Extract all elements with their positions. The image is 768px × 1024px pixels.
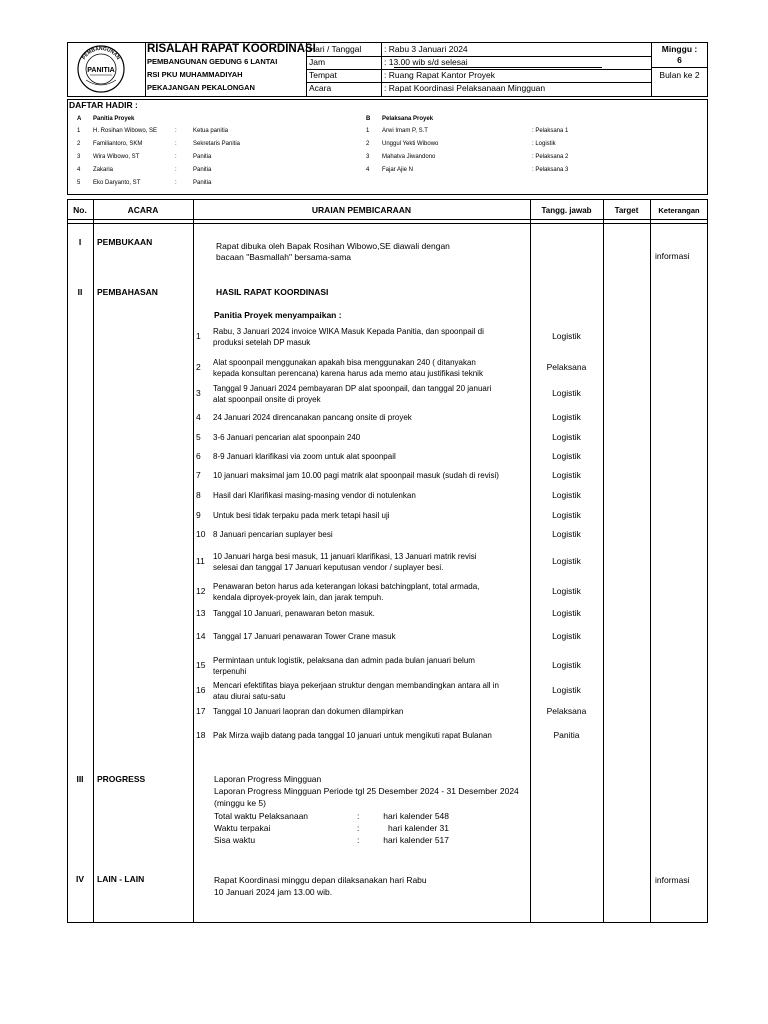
item-number: 6 [196, 451, 201, 461]
item-number: 12 [196, 586, 206, 596]
project-line-2: RSI PKU MUHAMMADIYAH [147, 70, 243, 79]
stat-label-total: Total waktu Pelaksanaan [214, 811, 309, 821]
item-responsible: Logistik [552, 331, 581, 341]
attendee-colon: : [175, 128, 177, 134]
lain-line-1: Rapat Koordinasi minggu depan dilaksanakan hari Rabu [214, 875, 427, 885]
attendee-role: : Pelaksana 2 [532, 154, 569, 160]
lain-line-2: 10 Januari 2024 jam 13.00 wib. [214, 887, 333, 897]
item-number: 1 [196, 331, 201, 341]
progress-line-1: Laporan Progress Mingguan [214, 774, 322, 784]
item-responsible: Logistik [552, 388, 581, 398]
item-text-line: Rabu, 3 Januari 2024 invoice WIKA Masuk Kepada Panitia, dan spoonpail di [213, 327, 484, 336]
section-no-3: III [76, 774, 84, 784]
attendee-number: 1 [77, 128, 81, 134]
project-line-3: PEKAJANGAN PEKALONGAN [147, 83, 255, 92]
meta-value-date: : Rabu 3 Januari 2024 [384, 44, 468, 54]
item-text-line: 10 Januari harga besi masuk, 11 januari klarifikasi, 13 Januari matrik revisi [213, 552, 477, 561]
item-responsible: Logistik [552, 529, 581, 539]
item-text-line: Permintaan untuk logistik, pelaksana dan admin pada bulan januari belum [213, 656, 475, 665]
item-responsible: Logistik [552, 510, 581, 520]
attendee-role: : Pelaksana 1 [532, 128, 569, 134]
item-responsible: Logistik [552, 660, 581, 670]
item-text-line: Mencari efektifitas biaya pekerjaan struktur dengan membandingkan antara all in [213, 681, 499, 690]
item-number: 13 [196, 608, 206, 618]
attendee-number: 5 [77, 180, 81, 186]
item-text-line: Tanggal 10 Januari, penawaran beton masuk. [213, 609, 375, 618]
col-header-tangg-jawab: Tangg. jawab [541, 206, 592, 215]
item-text-line: selesai dan tanggal 17 Januari keputusan vendor / suplayer besi. [213, 563, 444, 572]
month-label: Bulan ke 2 [659, 70, 700, 80]
progress-line-3: (minggu ke 5) [214, 798, 266, 808]
item-number: 10 [196, 529, 206, 539]
attendee-name: Eko Daryanto, ST [93, 180, 141, 186]
attendee-number: 4 [366, 167, 370, 173]
item-responsible: Logistik [552, 631, 581, 641]
attendee-role: Panitia [193, 180, 212, 186]
attendee-role: : Pelaksana 3 [532, 167, 569, 173]
section-title-lain: LAIN - LAIN [97, 874, 145, 884]
attendee-role: Panitia [193, 167, 212, 173]
svg-text:PEMBANGUNAN: PEMBANGUNAN [81, 45, 121, 61]
section-title-pembahasan: PEMBAHASAN [97, 287, 158, 297]
item-responsible: Pelaksana [546, 706, 587, 716]
group-b-title: Pelaksana Proyek [382, 116, 434, 122]
item-text-line: 10 januari maksimal jam 10.00 pagi matrik alat spoonpail masuk (sudah di revisi) [213, 471, 499, 480]
attendee-number: 3 [366, 154, 370, 160]
attendee-role: Ketua panitia [193, 128, 229, 134]
meta-label-agenda: Acara [309, 83, 332, 93]
attendee-name: Arwi Imam P, S.T [382, 128, 428, 134]
item-responsible: Logistik [552, 608, 581, 618]
item-text-line: 3-6 Januari pencarian alat spoonpain 240 [213, 433, 361, 442]
attendee-number: 3 [77, 154, 81, 160]
week-number: 6 [677, 55, 682, 65]
col-header-keterangan: Keterangan [658, 206, 700, 215]
item-responsible: Logistik [552, 556, 581, 566]
item-text-line: alat spoonpail onsite di proyek [213, 395, 321, 404]
item-text-line: 24 Januari 2024 direncanakan pancang onsite di proyek [213, 413, 412, 422]
stat-colon-total: : [357, 811, 360, 821]
item-number: 5 [196, 432, 201, 442]
col-header-no: No. [73, 205, 87, 215]
item-text-line: Tanggal 17 Januari penawaran Tower Crane masuk [213, 632, 396, 641]
section-title-progress: PROGRESS [97, 774, 146, 784]
item-text-line: kendala diproyek-proyek lain, dan jarak tempuh. [213, 593, 384, 602]
item-text-line: Hasil dari Klarifikasi masing-masing vendor di notulenkan [213, 491, 416, 500]
item-responsible: Logistik [552, 586, 581, 596]
item-text-line: atau diurai satu-satu [213, 692, 286, 701]
item-number: 16 [196, 685, 206, 695]
item-responsible: Logistik [552, 432, 581, 442]
attendee-number: 1 [366, 128, 370, 134]
section-no-4: IV [75, 874, 85, 884]
item-responsible: Panitia [553, 730, 580, 740]
item-number: 14 [196, 631, 206, 641]
attendee-name: Unggul Yekti Wibowo [382, 141, 439, 147]
meta-value-agenda: : Rapat Koordinasi Pelaksanaan Mingguan [384, 83, 546, 93]
item-responsible: Logistik [552, 685, 581, 695]
item-text-line: terpenuhi [213, 667, 247, 676]
item-text-line: Untuk besi tidak terpaku pada merk tetapi hasil uji [213, 511, 390, 520]
attendee-number: 4 [77, 167, 81, 173]
item-number: 8 [196, 490, 201, 500]
attendee-role: Panitia [193, 154, 212, 160]
meta-value-time: : 13.00 wib s/d selesai [384, 57, 468, 67]
col-header-uraian: URAIAN PEMBICARAAN [311, 205, 412, 215]
col-header-target: Target [614, 206, 639, 215]
section-no-2: II [77, 287, 83, 297]
section-no-1: I [78, 237, 82, 247]
pembukaan-line-2: bacaan "Basmallah" bersama-sama [216, 252, 352, 262]
item-text-line: Tanggal 10 Januari laopran dan dokumen dilampirkan [213, 707, 404, 716]
attendee-name: Familiantoro, SKM [93, 141, 143, 147]
attendee-name: H. Rosihan Wibowo, SE [93, 128, 158, 134]
item-text-line: 8 Januari pencarian suplayer besi [213, 530, 333, 539]
document-title: RISALAH RAPAT KOORDINASI [147, 43, 316, 55]
item-text-line: produksi setelah DP masuk [213, 338, 311, 347]
item-text-line: 8-9 Januari klarifikasi via zoom untuk alat spoonpail [213, 452, 396, 461]
stat-colon-remaining: : [357, 835, 360, 845]
project-line-1: PEMBANGUNAN GEDUNG 6 LANTAI [147, 57, 278, 66]
col-header-acara: ACARA [127, 205, 159, 215]
attendee-name: Zakaria [93, 167, 114, 173]
week-label: Minggu : [661, 44, 698, 54]
attendee-number: 2 [366, 141, 370, 147]
item-number: 7 [196, 470, 201, 480]
pembahasan-heading: HASIL RAPAT KOORDINASI [216, 287, 329, 297]
item-number: 15 [196, 660, 206, 670]
item-text-line: Tanggal 9 Januari 2024 pembayaran DP alat spoonpail, dan tanggal 20 januari [213, 384, 492, 393]
item-number: 18 [196, 730, 206, 740]
attendee-name: Mahatva Jiwandono [382, 154, 436, 160]
pembukaan-keterangan: informasi [655, 251, 690, 261]
stat-colon-used: : [357, 823, 360, 833]
attendee-role: Sekretaris Panitia [193, 141, 241, 147]
item-number: 17 [196, 706, 206, 716]
attendance-title: DAFTAR HADIR : [69, 100, 138, 110]
group-a-title: Panitia Proyek [93, 116, 135, 122]
attendee-name: Fajar Ajie N [382, 167, 414, 173]
item-responsible: Logistik [552, 490, 581, 500]
attendee-role: : Logistik [532, 141, 556, 147]
item-number: 11 [196, 556, 205, 566]
progress-line-2: Laporan Progress Mingguan Periode tgl 25 Desember 2024 - 31 Desember 2024 [214, 786, 519, 796]
lain-keterangan: informasi [655, 875, 690, 885]
pembahasan-subheading: Panitia Proyek menyampaikan : [214, 310, 342, 320]
item-number: 3 [196, 388, 201, 398]
item-responsible: Logistik [552, 451, 581, 461]
item-number: 9 [196, 510, 201, 520]
attendee-colon: : [175, 167, 177, 173]
stat-label-used: Waktu terpakai [214, 823, 271, 833]
item-text-line: Penawaran beton harus ada keterangan lokasi batchingplant, total armada, [213, 582, 480, 591]
svg-text:PANITIA: PANITIA [87, 67, 115, 74]
item-number: 2 [196, 362, 201, 372]
item-text-line: kepada konsultan perencana) karena harus ada memo atau justifikasi teknik [213, 369, 483, 378]
item-text-line: Pak Mirza wajib datang pada tanggal 10 januari untuk mengikuti rapat Bulanan [213, 731, 492, 740]
meta-value-place: : Ruang Rapat Kantor Proyek [384, 70, 496, 80]
item-number: 4 [196, 412, 201, 422]
item-text-line: Alat spoonpail menggunakan apakah bisa menggunakan 240 ( ditanyakan [213, 358, 476, 367]
attendee-name: Wira Wibowo, ST [93, 154, 140, 160]
item-responsible: Pelaksana [546, 362, 587, 372]
group-a-letter: A [77, 116, 82, 122]
meta-label-date: Hari / Tanggal [309, 44, 362, 54]
stat-label-remaining: Sisa waktu [214, 835, 256, 845]
attendee-number: 2 [77, 141, 81, 147]
meta-label-time: Jam [309, 57, 326, 67]
committee-seal-logo [76, 44, 126, 94]
section-title-pembukaan: PEMBUKAAN [97, 237, 153, 247]
pembukaan-line-1: Rapat dibuka oleh Bapak Rosihan Wibowo,SE diawali dengan [216, 241, 450, 251]
meta-label-place: Tempat [309, 70, 337, 80]
attendee-colon: : [175, 180, 177, 186]
group-b-letter: B [366, 116, 371, 122]
attendee-colon: : [175, 141, 177, 147]
item-responsible: Logistik [552, 412, 581, 422]
attendee-colon: : [175, 154, 177, 160]
item-responsible: Logistik [552, 470, 581, 480]
